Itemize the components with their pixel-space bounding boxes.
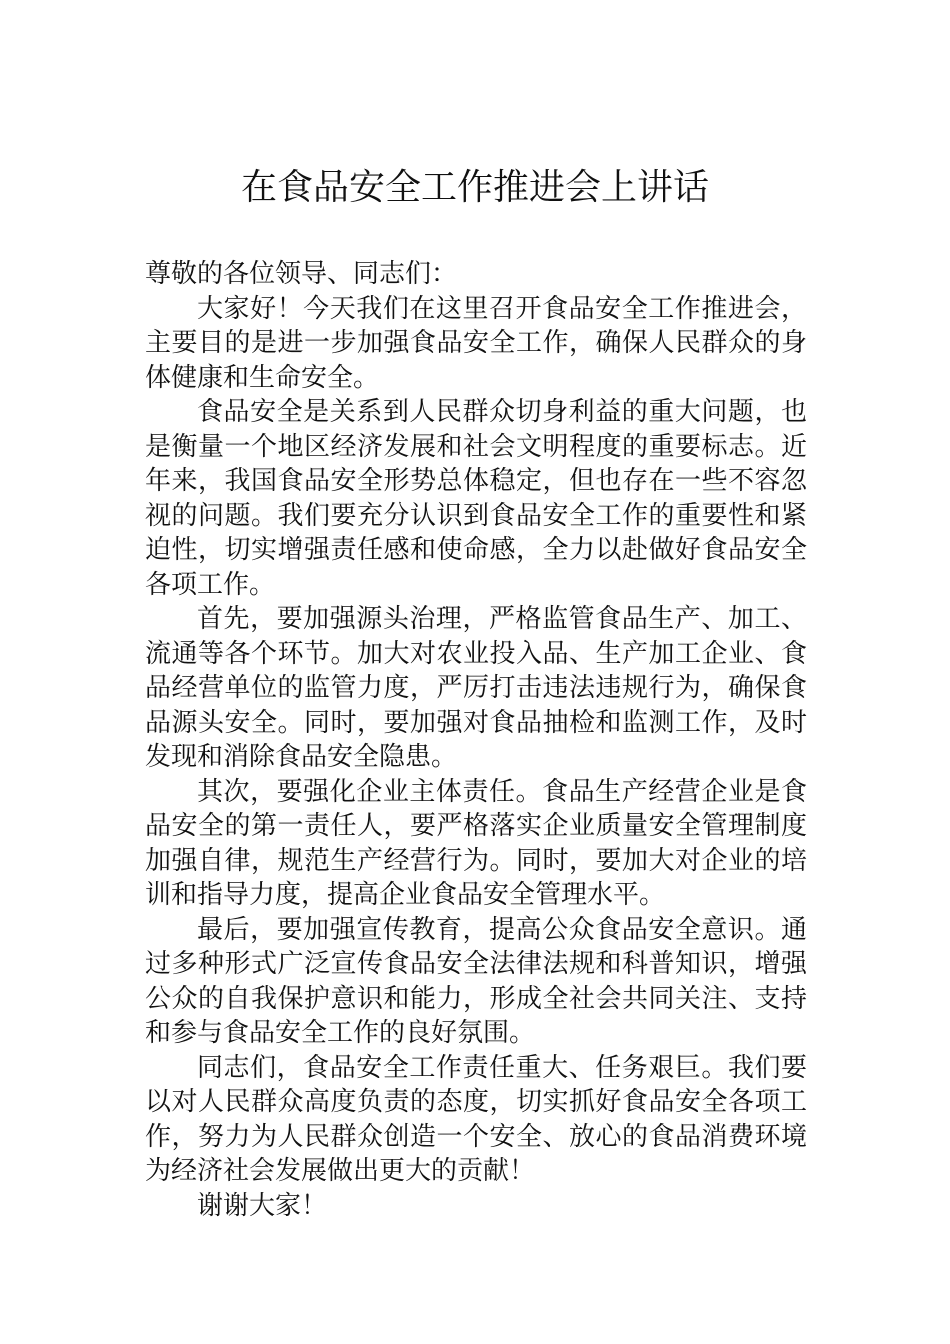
paragraph-third-point: 最后，要加强宣传教育，提高公众食品安全意识。通过多种形式广泛宣传食品安全法律法规和科普知识，增强公众的自我保护意识和能力，形成全社会共同关注、支持和参与食品安全工作的良好氛围。 bbox=[145, 914, 807, 1048]
paragraph-first-point: 首先，要加强源头治理，严格监管食品生产、加工、流通等各个环节。加大对农业投入品、生产加工企业、食品经营单位的监管力度，严厉打击违法违规行为，确保食品源头安全。同时，要加强对食品抽检和监测工作，及时发现和消除食品安全隐患。 bbox=[145, 604, 807, 772]
document-body bbox=[145, 257, 807, 1223]
document-title: 在食品安全工作推进会上讲话 bbox=[240, 167, 709, 208]
salutation: 尊敬的各位领导、同志们： bbox=[145, 259, 458, 289]
paragraph-conclusion: 同志们，食品安全工作责任重大、任务艰巨。我们要以对人民群众高度负责的态度，切实抓好食品安全各项工作，努力为人民群众创造一个安全、放心的食品消费环境为经济社会发展做出更大的贡献！ bbox=[145, 1052, 807, 1186]
paragraph-second-point: 其次，要强化企业主体责任。食品生产经营企业是食品安全的第一责任人，要严格落实企业质量安全管理制度加强自律，规范生产经营行为。同时，要加大对企业的培训和指导力度，提高企业食品安全管理水平。 bbox=[145, 776, 807, 910]
paragraph-thanks: 谢谢大家！ bbox=[197, 1190, 328, 1221]
paragraph-importance: 食品安全是关系到人民群众切身利益的重大问题，也是衡量一个地区经济发展和社会文明程度的重要标志。近年来，我国食品安全形势总体稳定，但也存在一些不容忽视的问题。我们要充分认识到食品安全工作的重要性和紧迫性，切实增强责任感和使命感，全力以赴做好食品安全各项工作。 bbox=[145, 397, 807, 600]
paragraph-opening: 大家好！今天我们在这里召开食品安全工作推进会，主要目的是进一步加强食品安全工作，确保人民群众的身体健康和生命安全。 bbox=[145, 293, 807, 393]
